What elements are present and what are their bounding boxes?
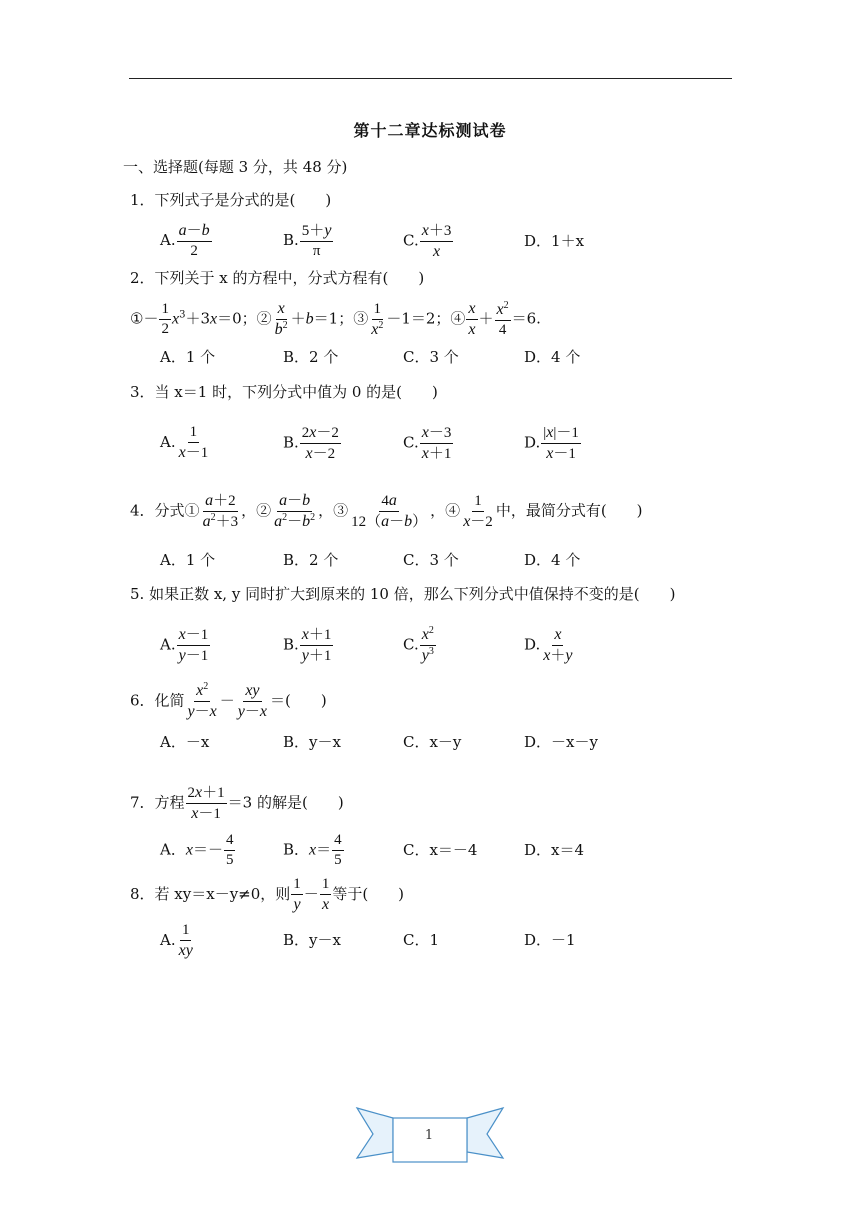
question-1-stem: 1．下列式子是分式的是( ): [130, 191, 332, 209]
question-6-option-d: D．－x－y: [524, 733, 598, 751]
question-5-option-c: C. $\frac{x^2}{y^3}$: [403, 625, 434, 664]
question-8-stem: 8．若 xy＝x－y≠0，则 $\frac{1}{y}$ － $\frac{1}{x}$ 等于( ): [130, 876, 405, 913]
question-7-stem: 7．方程 $\frac{2x+1}{x-1}$ ＝3 的解是( ): [130, 784, 344, 822]
section-heading: 一、选择题(每题 3 分，共 48 分): [123, 158, 348, 176]
question-2-option-c: C．3 个: [403, 348, 459, 366]
question-8-option-c: C．1: [403, 931, 440, 949]
question-1-option-d: D．1＋x: [524, 232, 585, 250]
question-5-option-b: B. $\frac{x+1}{y+1}$: [283, 626, 332, 664]
question-3-option-c: C. $\frac{x-3}{x+1}$: [403, 424, 452, 462]
question-7-option-a: A．x＝－ $\frac{4}{5}$: [160, 832, 234, 868]
question-4-option-b: B．2 个: [283, 551, 339, 569]
question-4-option-d: D．4 个: [524, 551, 581, 569]
header-rule: [129, 78, 732, 79]
page-number: 1: [424, 1128, 434, 1143]
question-5-option-a: A. $\frac{x-1}{y-1}$: [160, 626, 209, 664]
question-4-option-a: A．1 个: [160, 551, 216, 569]
question-1-option-b: B. $\frac{5+y}{\pi}$: [283, 222, 332, 259]
question-3-option-a: A. $\frac{1}{x-1}$: [160, 424, 209, 461]
question-8-option-b: B．y－x: [283, 931, 341, 949]
question-7-option-d: D．x＝4: [524, 841, 585, 859]
question-2-option-d: D．4 个: [524, 348, 581, 366]
question-7-option-c: C．x＝－4: [403, 841, 478, 859]
question-4-option-c: C．3 个: [403, 551, 459, 569]
question-2-stem: 2．下列关于 x 的方程中，分式方程有( ): [130, 269, 425, 287]
question-3-option-d: D. $\frac{|x|-1}{x-1}$: [524, 424, 579, 462]
question-6-option-b: B．y－x: [283, 733, 341, 751]
question-8-option-a: A. $\frac{1}{xy}$: [160, 922, 193, 959]
question-5-option-d: D. $\frac{x}{x+y}$: [524, 626, 573, 664]
question-5-stem: 5. 如果正数 x, y 同时扩大到原来的 10 倍，那么下列分式中值保持不变的是( ): [130, 585, 676, 603]
page-title: 第十二章达标测试卷: [353, 121, 507, 140]
question-1-option-c: C. $\frac{x+3}{x}$: [403, 222, 452, 260]
question-6-option-c: C．x－y: [403, 733, 462, 751]
question-2-option-a: A．1 个: [160, 348, 216, 366]
question-2-option-b: B．2 个: [283, 348, 339, 366]
question-3-stem: 3．当 x＝1 时，下列分式中值为 0 的是( ): [130, 383, 438, 401]
question-6-stem: 6．化简 $\frac{x^2}{y-x}$ － $\frac{xy}{y-x}$ ＝( ): [130, 681, 327, 720]
question-7-option-b: B．x＝ $\frac{4}{5}$: [283, 832, 342, 868]
question-2-equations: ①－ $\frac{1}{2}$ $x^3+3x=0$；② $\frac{x}{b^2}$ ＋b＝1；③ $\frac{1}{x^2}$ －1＝2；④ $\frac{x}{x}$ ＋ $\frac{x^2}{4}$ ＝6.: [130, 299, 541, 338]
question-1-option-a: A. $\frac{a-b}{2}$: [160, 222, 210, 259]
question-4-stem: 4．分式① $\frac{a+2}{a^2+3}$ ，② $\frac{a-b}{a^2-b^2}$ ，③ $\frac{4a}{12(a-b)}$ ，④ $\frac{1}{x-2}$ 中，最简分式有( ): [130, 492, 643, 530]
question-3-option-b: B. $\frac{2x-2}{x-2}$: [283, 424, 339, 462]
question-8-option-d: D．－1: [524, 931, 576, 949]
question-6-option-a: A．－x: [160, 733, 210, 751]
